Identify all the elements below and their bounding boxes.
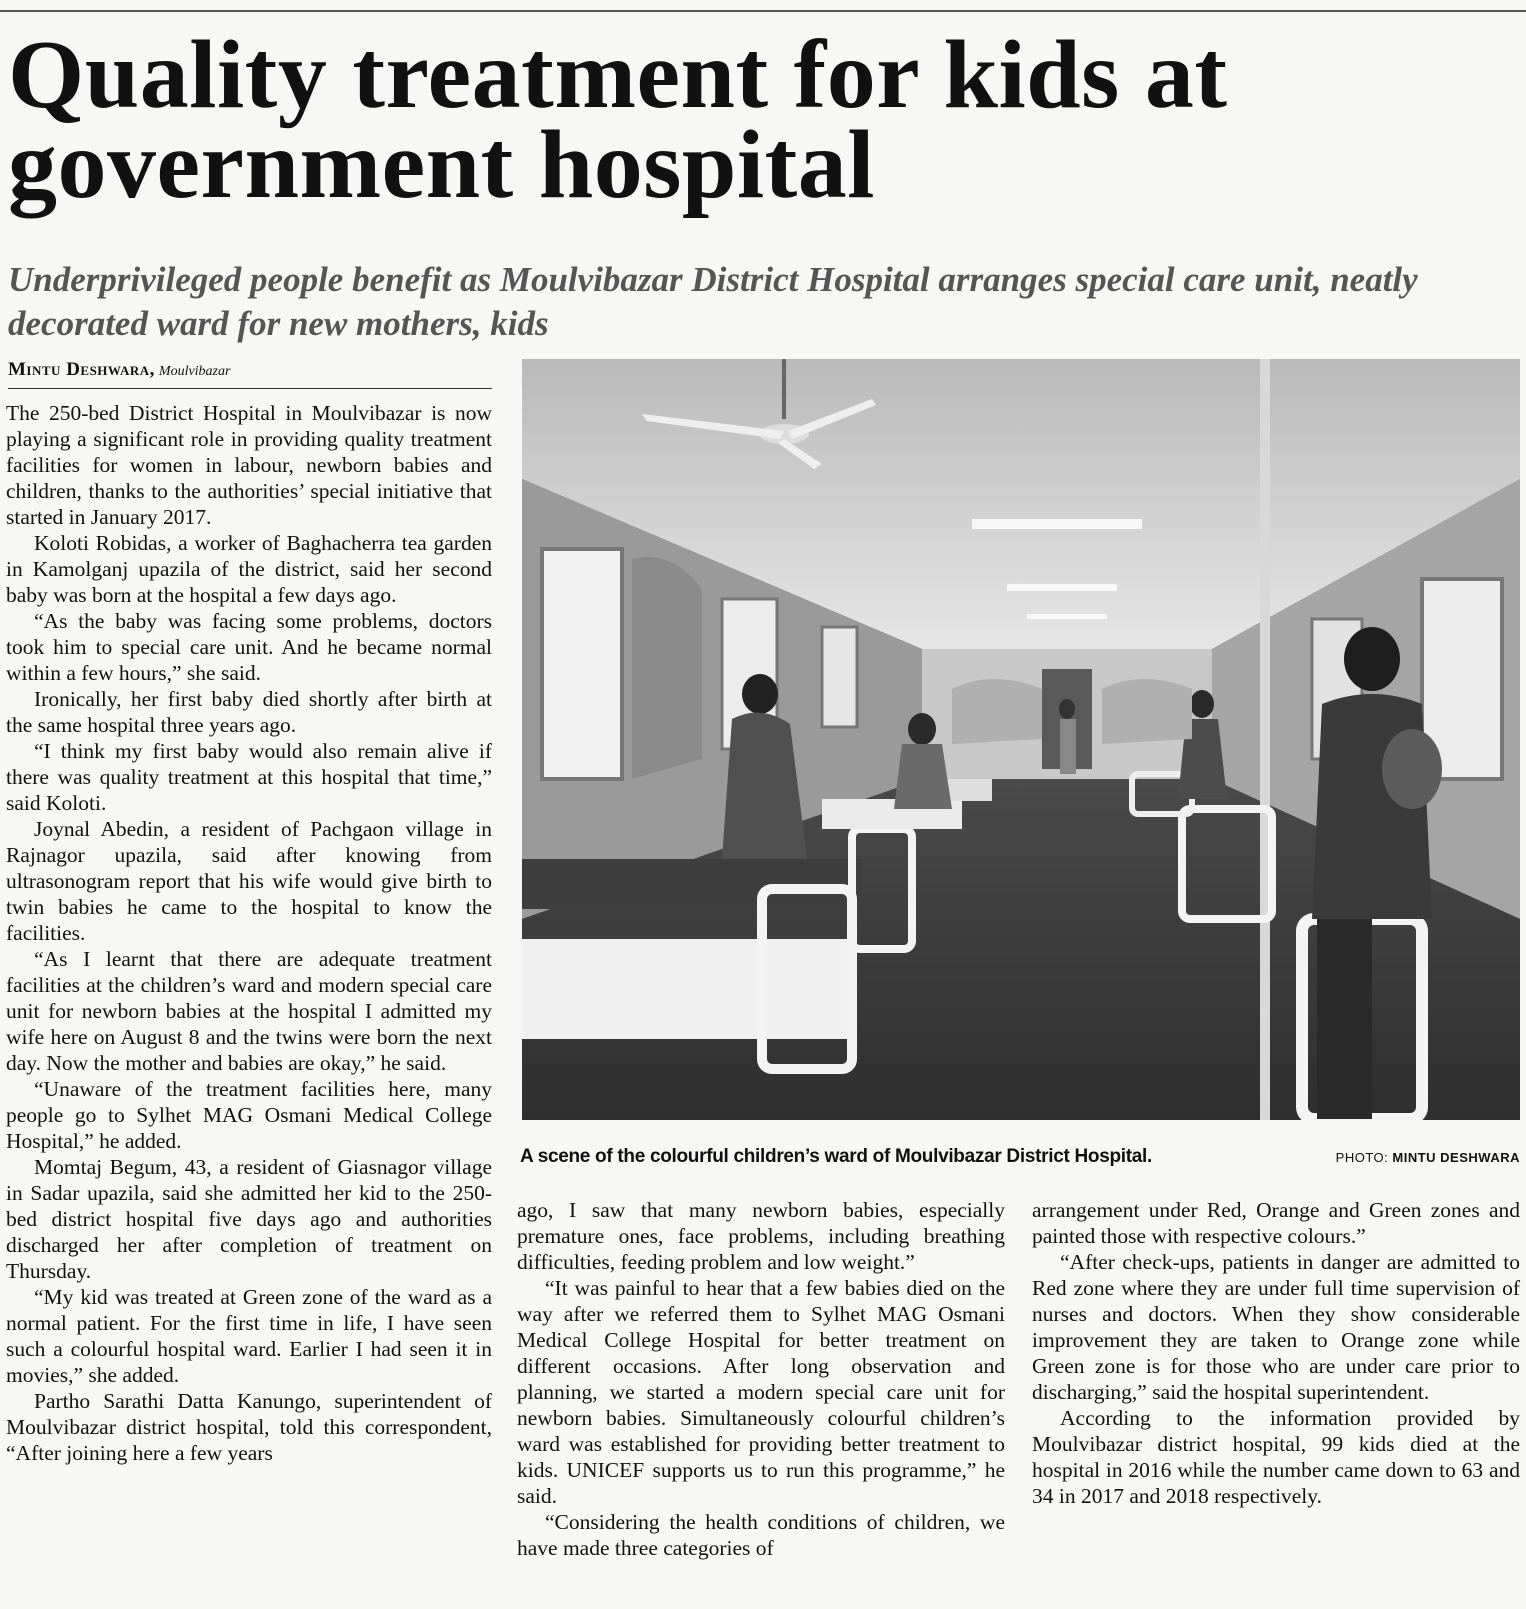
paragraph: Partho Sarathi Datta Kanungo, superintendent of Moulvibazar district hospital, told this correspondent, “After joining here a few years <box>6 1389 492 1465</box>
paragraph: Joynal Abedin, a resident of Pachgaon village in Rajnagor upazila, said after knowing from ultrasonogram report that his wife would give birth to twin babies he came to the hospital to know the facilities. <box>6 817 492 945</box>
wall-mural <box>952 679 1042 744</box>
caption-text: A scene of the colourful children’s ward of Moulvibazar District Hospital. <box>520 1146 1152 1167</box>
byline-rule <box>8 388 492 389</box>
bed-sheet <box>522 939 852 1039</box>
person-head <box>1059 699 1075 719</box>
ceiling-light <box>1027 614 1107 619</box>
paragraph: “It was painful to hear that a few babies died on the way after we referred them to Sylhet MAG Osmani Medical College Hospital for better treatment on different occasions. After long observation and planning, we started a modern special care unit for newborn babies. Simultaneously colourful children’s ward was established for providing better treatment to kids. UNICEF supports us to run this programme,” he said. <box>517 1276 1005 1508</box>
paragraph: The 250-bed District Hospital in Moulvibazar is now playing a significant role in providing quality treatment facilities for women in labour, newborn babies and children, thanks to the authorities’ special initiative that started in January 2017. <box>6 401 492 529</box>
paragraph: “I think my first baby would also remain alive if there was quality treatment at this hospital that time,” said Koloti. <box>6 739 492 815</box>
person-legs <box>1317 919 1372 1119</box>
article-column-1 <box>6 400 492 1466</box>
headline: Quality treatment for kids at government hospital <box>8 21 1228 219</box>
paragraph: Momtaj Begum, 43, a resident of Giasnagor village in Sadar upazila, said she admitted her kid to the 250-bed district hospital five days ago and authorities discharged her after completion of treatment on Thursday. <box>6 1155 492 1283</box>
article-column-3 <box>1032 1197 1520 1509</box>
top-rule <box>0 10 1526 12</box>
paragraph: “My kid was treated at Green zone of the ward as a normal patient. For the first time in life, I have seen such a colourful hospital ward. Earlier I had seen it in movies,” she added. <box>6 1285 492 1387</box>
paragraph: According to the information provided by Moulvibazar district hospital, 99 kids died at the hospital in 2016 while the number came down to 63 and 34 in 2017 and 2018 respectively. <box>1032 1406 1520 1508</box>
wall-mural <box>632 557 702 779</box>
person-head <box>908 713 936 745</box>
person-head <box>1190 690 1214 718</box>
paragraph: “Unaware of the treatment facilities here, many people go to Sylhet MAG Osmani Medical College Hospital,” he added. <box>6 1077 492 1153</box>
paragraph: “As I learnt that there are adequate treatment facilities at the children’s ward and modern special care unit for newborn babies at the hospital I admitted my wife here on August 8 and the twins were born the next day. Now the mother and babies are okay,” he said. <box>6 947 492 1075</box>
photo-caption <box>520 1146 1520 1168</box>
person-head <box>742 674 778 714</box>
photo-credit-label: PHOTO: <box>1335 1150 1389 1165</box>
paragraph: Ironically, her first baby died shortly after birth at the same hospital three years ago. <box>6 687 492 737</box>
ceiling-light <box>972 519 1142 529</box>
photo-credit-name: MINTU DESHWARA <box>1392 1150 1520 1165</box>
byline <box>8 360 488 382</box>
article-column-2 <box>517 1197 1005 1561</box>
paragraph: arrangement under Red, Orange and Green zones and painted those with respective colours.” <box>1032 1198 1520 1248</box>
paragraph: Koloti Robidas, a worker of Baghacherra tea garden in Kamolganj upazila of the district, said her second baby was born at the hospital a few days ago. <box>6 531 492 607</box>
subheadline: Underprivileged people benefit as Moulvibazar District Hospital arranges special care unit, neatly decorated ward for new mothers, kids <box>8 260 1418 343</box>
person-body <box>1060 719 1076 774</box>
ward-photo-illustration <box>522 359 1520 1120</box>
person-head <box>1344 627 1400 691</box>
person-body <box>894 744 952 809</box>
byline-location: Moulvibazar <box>158 364 231 379</box>
hospital-ward-photo <box>522 359 1520 1120</box>
ceiling-light <box>1007 584 1117 591</box>
paragraph: “After check-ups, patients in danger are admitted to Red zone where they are under full time supervision of nurses and doctors. When they show considerable improvement they are taken to Orange zone while Green zone is for those who are under care prior to discharging,” said the hospital superintendent. <box>1032 1250 1520 1404</box>
byline-author: Mintu Deshwara, <box>8 359 155 380</box>
person-seated <box>1382 729 1442 809</box>
photo-credit <box>1336 1150 1520 1165</box>
window <box>822 627 857 727</box>
wall-mural <box>1102 679 1192 744</box>
window <box>542 549 622 779</box>
iv-pole <box>1260 359 1270 1120</box>
paragraph: ago, I saw that many newborn babies, especially premature ones, face problems, including breathing difficulties, feeding problem and low weight.” <box>517 1198 1005 1274</box>
paragraph: “Considering the health conditions of children, we have made three categories of <box>517 1510 1005 1560</box>
paragraph: “As the baby was facing some problems, doctors took him to special care unit. And he became normal within a few hours,” she said. <box>6 609 492 685</box>
